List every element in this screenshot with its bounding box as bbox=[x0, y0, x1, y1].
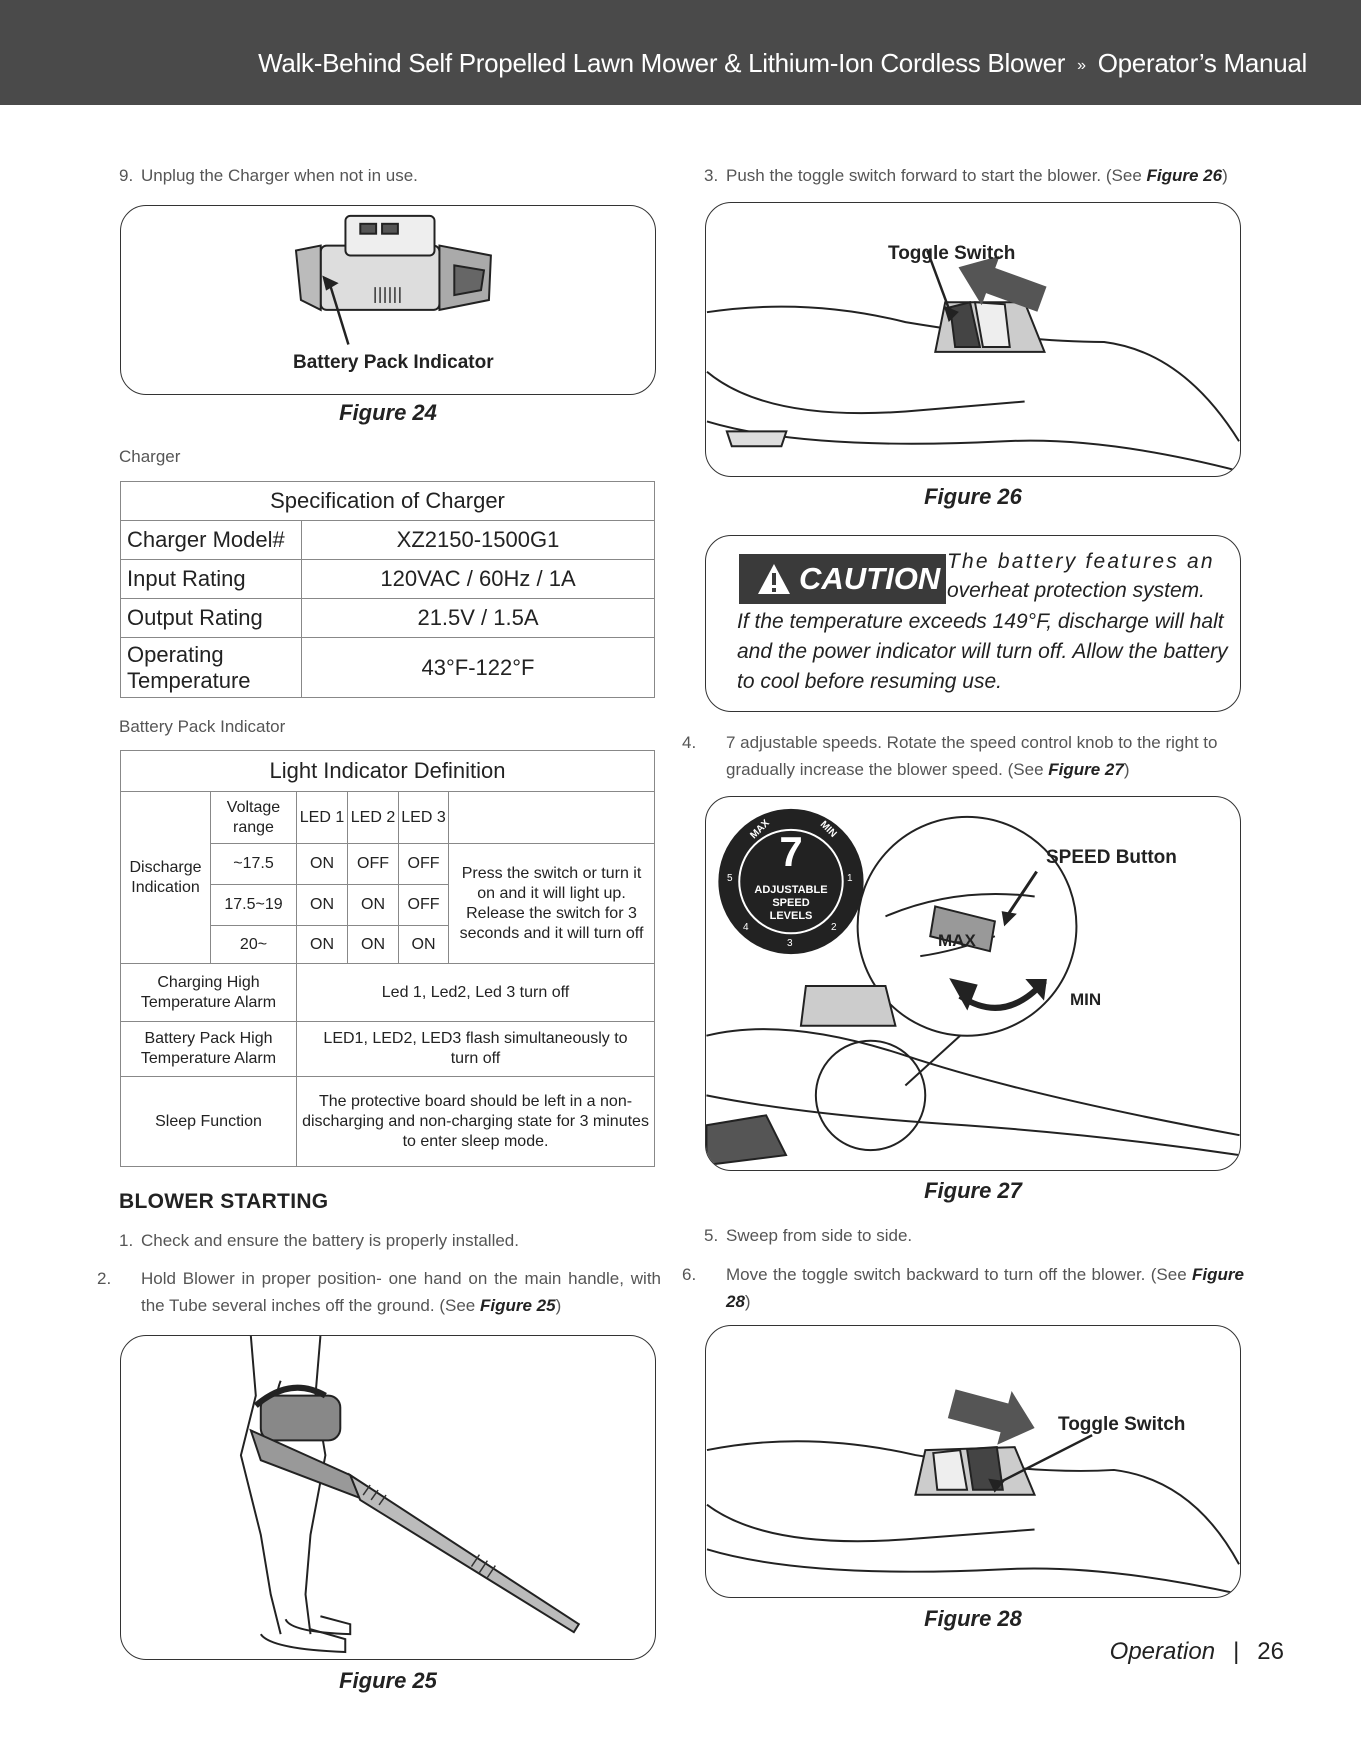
figure-27-ref: Figure 27 bbox=[1048, 760, 1124, 779]
dial-line-3: LEVELS bbox=[769, 910, 813, 922]
spec-value: 120VAC / 60Hz / 1A bbox=[302, 560, 655, 599]
led3-cell: ON bbox=[399, 926, 449, 964]
caution-badge bbox=[739, 554, 946, 604]
dial-n1: 1 bbox=[847, 873, 853, 884]
table-row bbox=[121, 964, 655, 1022]
discharge-note: Press the switch or turn it on and it will light up. Release the switch for 3 seconds and it will turn off bbox=[449, 844, 655, 964]
step-5-number: 5. bbox=[704, 1226, 719, 1245]
figure-25-caption: Figure 25 bbox=[339, 1668, 437, 1693]
step-2-close: ) bbox=[555, 1296, 562, 1315]
step-2 bbox=[97, 1265, 661, 1319]
caution-line-4: and the power indicator will turn off. Allow the battery bbox=[737, 640, 1228, 663]
person-holding-blower-illustration bbox=[121, 1336, 655, 1659]
step-3-number: 3. bbox=[704, 166, 719, 185]
figure-26-caption: Figure 26 bbox=[924, 484, 1022, 509]
charging-high-label: Charging High Temperature Alarm bbox=[121, 964, 297, 1022]
table-row bbox=[121, 599, 655, 638]
sleep-desc: The protective board should be left in a non-discharging and non-charging state for 3 minutes to enter sleep mode. bbox=[297, 1077, 655, 1167]
led3-cell: OFF bbox=[399, 844, 449, 885]
max-label: MAX bbox=[938, 931, 976, 950]
caution-line-2: overheat protection system. bbox=[947, 579, 1205, 602]
dial-n5: 5 bbox=[727, 873, 733, 884]
header-manual: Operator’s Manual bbox=[1097, 48, 1307, 78]
figure-28-label: Toggle Switch bbox=[1058, 1414, 1186, 1435]
step-3-text: Push the toggle switch forward to start the blower. (See bbox=[726, 166, 1147, 185]
figure-27-caption: Figure 27 bbox=[924, 1178, 1022, 1203]
table-row bbox=[121, 521, 655, 560]
table-row bbox=[121, 792, 655, 844]
step-9 bbox=[119, 162, 418, 189]
spec-key: Output Rating bbox=[121, 599, 302, 638]
discharge-label: Discharge Indication bbox=[121, 792, 211, 964]
dial-text bbox=[719, 884, 863, 923]
step-9-text: Unplug the Charger when not in use. bbox=[141, 166, 418, 185]
dial-line-1: ADJUSTABLE bbox=[754, 884, 828, 896]
figure-25-ref: Figure 25 bbox=[479, 1296, 556, 1315]
page-footer bbox=[1110, 1638, 1284, 1666]
footer-section: Operation bbox=[1109, 1638, 1216, 1665]
header-title: Walk-Behind Self Propelled Lawn Mower & Lithium-Ion Cordless Blower bbox=[258, 48, 1066, 78]
step-1-text: Check and ensure the battery is properly installed. bbox=[141, 1231, 519, 1250]
dial-n3: 3 bbox=[787, 938, 793, 949]
voltage-cell: ~17.5 bbox=[211, 844, 297, 885]
figure-28-box bbox=[705, 1325, 1241, 1598]
step-4-number: 4. bbox=[682, 733, 697, 752]
page-number: 26 bbox=[1257, 1638, 1284, 1665]
figure-24-caption: Figure 24 bbox=[339, 400, 437, 425]
battery-indicator-label: Battery Pack Indicator bbox=[119, 717, 286, 736]
step-2-number: 2. bbox=[97, 1269, 112, 1288]
dial-line-2: SPEED bbox=[772, 897, 810, 909]
step-6-number: 6. bbox=[682, 1265, 697, 1284]
caution-line-3: If the temperature exceeds 149°F, discharge will halt bbox=[737, 610, 1224, 633]
led2-header: LED 2 bbox=[348, 792, 399, 844]
led2-cell: ON bbox=[348, 885, 399, 926]
led2-cell: ON bbox=[348, 926, 399, 964]
table-row bbox=[121, 560, 655, 599]
dial-n2: 2 bbox=[831, 922, 837, 933]
min-label: MIN bbox=[1070, 990, 1102, 1009]
voltage-cell: 20~ bbox=[211, 926, 297, 964]
voltage-header: Voltage range bbox=[211, 792, 297, 844]
figure-26-ref: Figure 26 bbox=[1146, 166, 1223, 185]
led3-cell: OFF bbox=[399, 885, 449, 926]
charging-high-desc: Led 1, Led2, Led 3 turn off bbox=[297, 964, 655, 1022]
caution-box bbox=[705, 535, 1241, 712]
blank-header bbox=[449, 792, 655, 844]
caution-line-5: to cool before resuming use. bbox=[737, 670, 1002, 693]
step-6-text: Move the toggle switch backward to turn off the blower. (See bbox=[726, 1265, 1193, 1284]
step-6 bbox=[682, 1261, 1244, 1315]
figure-26-label: Toggle Switch bbox=[888, 243, 1016, 264]
dial-max: MAX bbox=[748, 817, 772, 842]
step-5 bbox=[704, 1222, 912, 1249]
figure-28-ref: Figure 28 bbox=[726, 1265, 1244, 1311]
step-3 bbox=[704, 162, 1228, 189]
figure-25-box bbox=[120, 1335, 656, 1660]
table-row bbox=[121, 1022, 655, 1077]
caution-line-1: The battery features an bbox=[947, 550, 1215, 573]
sleep-label: Sleep Function bbox=[121, 1077, 297, 1167]
led1-header: LED 1 bbox=[297, 792, 348, 844]
voltage-cell: 17.5~19 bbox=[211, 885, 297, 926]
dial-min: MIN bbox=[817, 819, 839, 840]
charger-label: Charger bbox=[119, 447, 181, 466]
light-title: Light Indicator Definition bbox=[121, 751, 655, 792]
warning-icon bbox=[757, 563, 791, 595]
blower-starting-heading: BLOWER STARTING bbox=[119, 1190, 329, 1213]
step-4 bbox=[682, 729, 1244, 783]
spec-key: Operating Temperature bbox=[121, 638, 302, 698]
step-5-text: Sweep from side to side. bbox=[726, 1226, 913, 1245]
led2-cell: OFF bbox=[348, 844, 399, 885]
step-6-close: ) bbox=[744, 1292, 751, 1311]
speed-dial bbox=[719, 810, 863, 954]
led1-cell: ON bbox=[297, 844, 348, 885]
light-indicator-table bbox=[120, 750, 655, 1167]
charger-spec-table bbox=[120, 481, 655, 698]
figure-28-caption: Figure 28 bbox=[924, 1606, 1022, 1631]
speed-button-label: SPEED Button bbox=[1046, 847, 1177, 868]
step-9-number: 9. bbox=[119, 166, 134, 185]
caution-badge-text: CAUTION bbox=[799, 561, 941, 596]
spec-key: Input Rating bbox=[121, 560, 302, 599]
step-4-text: 7 adjustable speeds. Rotate the speed control knob to the right to gradually increase the blower speed. (See bbox=[726, 733, 1218, 779]
spec-title: Specification of Charger bbox=[121, 482, 655, 521]
figure-24-label: Battery Pack Indicator bbox=[293, 352, 494, 373]
step-4-close: ) bbox=[1123, 760, 1130, 779]
battery-high-label: Battery Pack High Temperature Alarm bbox=[121, 1022, 297, 1077]
toggle-switch-off-illustration bbox=[706, 1326, 1240, 1597]
battery-high-desc: LED1, LED2, LED3 flash simultaneously to turn off bbox=[297, 1022, 655, 1077]
header-title-line bbox=[258, 48, 1307, 79]
step-1-number: 1. bbox=[119, 1231, 134, 1250]
led1-cell: ON bbox=[297, 885, 348, 926]
step-1 bbox=[119, 1227, 659, 1254]
led1-cell: ON bbox=[297, 926, 348, 964]
footer-separator: | bbox=[1233, 1638, 1240, 1665]
table-row bbox=[121, 1077, 655, 1167]
led3-header: LED 3 bbox=[399, 792, 449, 844]
table-row bbox=[121, 638, 655, 698]
header-separator: » bbox=[1077, 57, 1086, 74]
spec-key: Charger Model# bbox=[121, 521, 302, 560]
spec-value: 43°F-122°F bbox=[302, 638, 655, 698]
page-header bbox=[0, 0, 1361, 105]
spec-value: XZ2150-1500G1 bbox=[302, 521, 655, 560]
figure-26-box bbox=[705, 202, 1241, 477]
dial-n4: 4 bbox=[743, 922, 749, 933]
figure-24-box bbox=[120, 205, 656, 395]
step-2-text: Hold Blower in proper position- one hand on the main handle, with the Tube several inches off the ground. (See bbox=[141, 1269, 661, 1315]
dial-number: 7 bbox=[779, 828, 803, 875]
step-3-close: ) bbox=[1222, 166, 1228, 185]
spec-value: 21.5V / 1.5A bbox=[302, 599, 655, 638]
figure-27-box bbox=[705, 796, 1241, 1171]
